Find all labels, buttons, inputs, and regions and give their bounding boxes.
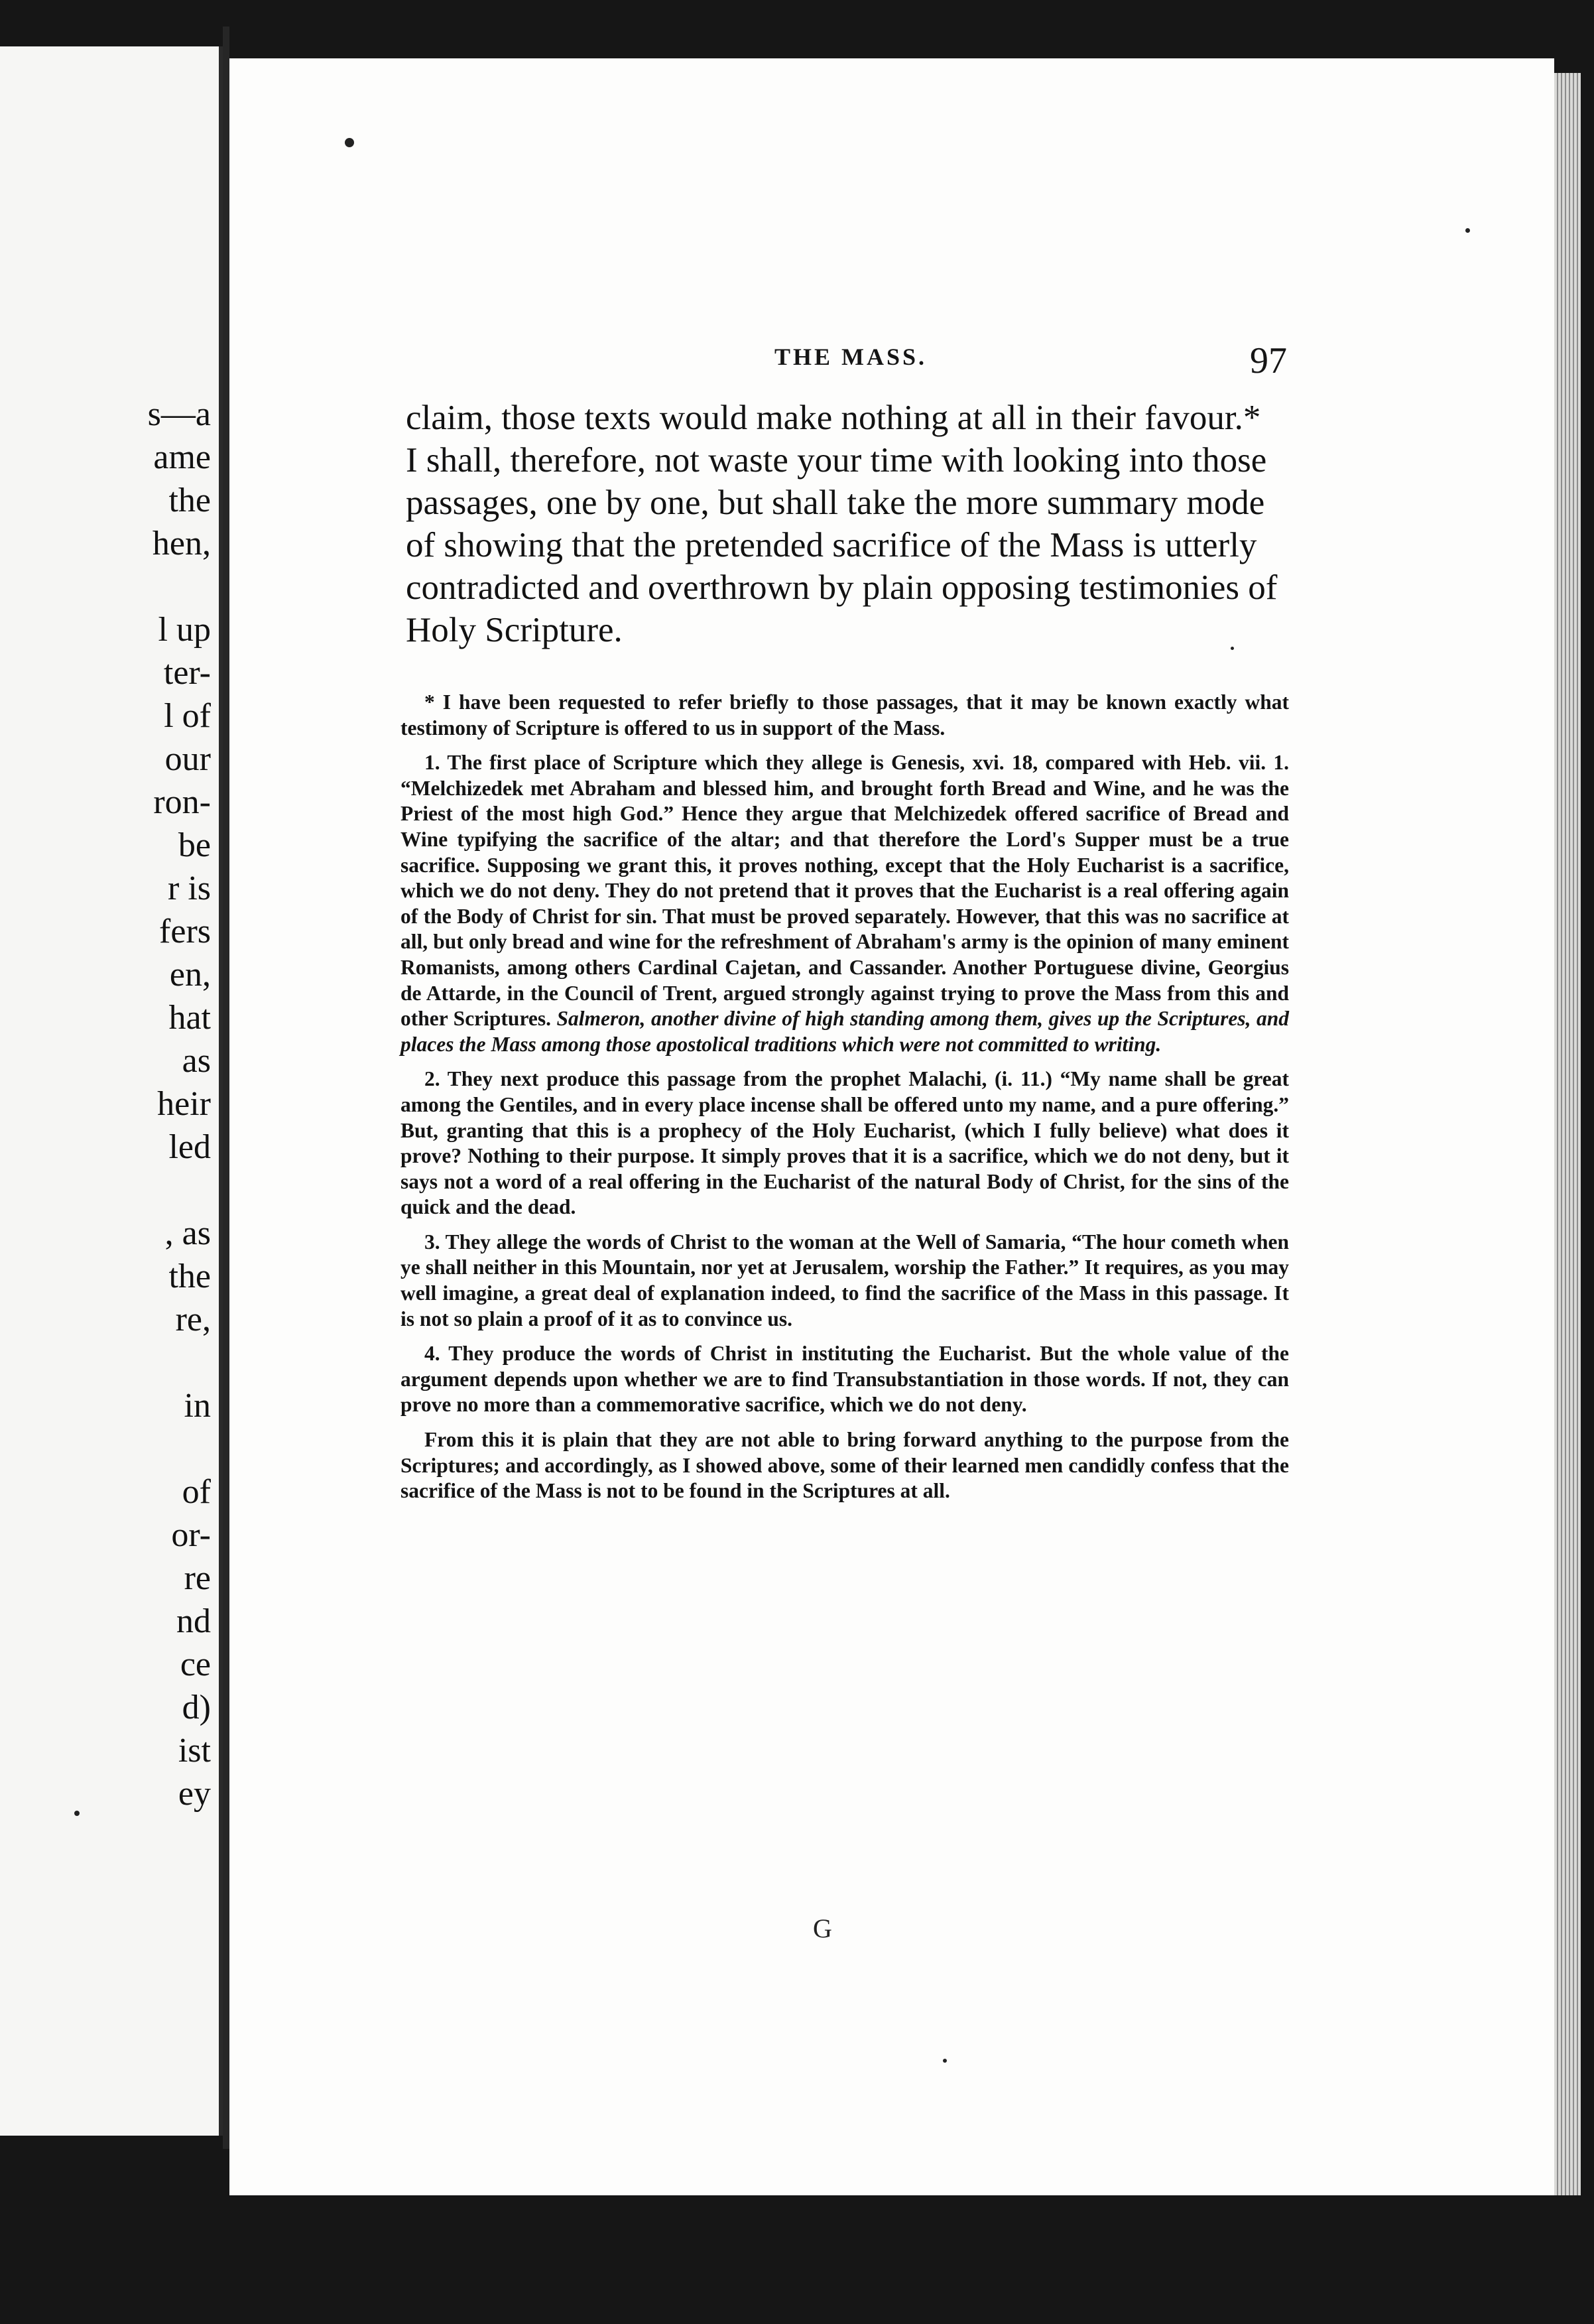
left-page-line: re	[184, 1559, 211, 1597]
footnote-text: 2. They next produce this passage from the prophet Malachi, (i. 11.) “My name shall be great among the Gentiles, and in every place incense shall be offered unto my name, and a pure offering.” But, granting that this is a prophecy of the Holy Eucharist, (which I fully believe) what does it prove? Nothing to their purpose. It simply proves that it is a sacrifice, which we do not deny, but it says not a word of a real offering in the Eucharist of the natural Body of Christ, for the sins of the quick and the dead.	[400, 1067, 1289, 1219]
left-page-line: of	[182, 1473, 211, 1511]
left-page-line: l up	[158, 611, 211, 649]
footnote-point-2	[400, 1066, 1289, 1220]
left-page-line: nd	[176, 1602, 211, 1640]
left-page-line: s—a	[147, 395, 211, 433]
text-line: I shall, therefore, not waste your time with looking into those	[406, 441, 1267, 480]
left-page-line: led	[168, 1128, 211, 1166]
footnote-text: Salmeron, another divine of high standing among them, gives up the Scriptures, and places the Mass among those apostolical traditions which were not committed to writing.	[400, 1007, 1289, 1056]
footnote-text: 1. The first place of Scripture which they allege is Genesis, xvi. 18, compared with Heb. vii. 1. “Melchizedek met Abraham and blessed him, and brought forth Bread and Wine, and he was the Priest of the most high God.” Hence they argue that Melchizedek offered sacrifice of Bread and Wine typifying the sacrifice of the altar; and that therefore the Lord's Supper must be a true sacrifice. Supposing we grant this, it proves nothing, except that the Holy Eucharist is a sacrifice, which we do not deny. They do not pretend that it proves that the Eucharist is a real offering again of the Body of Christ for sin. That must be proved separately. However, that this was no sacrifice at all, but only bread and wine for the refreshment of Abraham's army is the opinion of many eminent Romanists, among others Cardinal Cajetan, and Cassander. Another Portuguese divine, Georgius de Attarde, in the Council of Trent, argued strongly against trying to prove the Mass from this and other Scriptures.	[400, 751, 1289, 1031]
left-page-line: r is	[168, 870, 211, 907]
left-page-line: re,	[175, 1301, 211, 1338]
text-line: contradicted and overthrown by plain opposing testimonies of	[406, 568, 1278, 607]
left-page-line: as	[182, 1042, 211, 1080]
left-page-line: ey	[178, 1775, 211, 1813]
text-line: of showing that the pretended sacrifice of the Mass is utterly	[406, 526, 1257, 564]
text-line: Holy Scripture.	[406, 611, 623, 649]
text-line: passages, one by one, but shall take the more summary mode	[406, 484, 1265, 522]
left-page-line: the	[168, 1258, 211, 1295]
left-page-line: fers	[159, 913, 211, 950]
left-page-line: d)	[182, 1689, 211, 1726]
footnote-conclusion	[400, 1427, 1289, 1504]
left-page-line: ame	[153, 438, 211, 476]
left-page-line: the	[168, 482, 211, 519]
left-page-line: en,	[169, 956, 211, 994]
footnote-text: 4. They produce the words of Christ in instituting the Eucharist. But the whole value of the argument depends upon whether we are to find Transubstantiation in those words. If not, they can prove no more than a commemorative sacrifice, which we do not deny.	[400, 1342, 1289, 1417]
left-page-line: in	[184, 1387, 211, 1425]
ink-speck	[345, 138, 354, 147]
left-page-line: ron-	[153, 783, 211, 821]
signature-mark: G	[813, 1913, 832, 1943]
text-line: claim, those texts would make nothing at all in their favour.*	[406, 399, 1261, 437]
ink-speck	[1465, 228, 1470, 233]
footnote-point-4	[400, 1341, 1289, 1418]
running-head: THE MASS.	[774, 344, 928, 370]
page-edges	[1554, 73, 1581, 2195]
left-page-line: be	[178, 826, 211, 864]
left-page-line: or-	[171, 1516, 211, 1554]
book-gutter	[223, 27, 229, 2149]
left-page-line: our	[164, 740, 211, 778]
footnote-intro	[400, 690, 1289, 741]
footnote-point-1	[400, 750, 1289, 1057]
left-page-line: , as	[164, 1214, 211, 1252]
page-number: 97	[1250, 340, 1287, 381]
footnote-point-3	[400, 1230, 1289, 1332]
left-page-line: l of	[164, 697, 211, 735]
footnote-block	[400, 690, 1289, 1514]
ink-speck	[74, 1811, 80, 1816]
left-page-line: hat	[168, 999, 211, 1037]
left-page-line: hen,	[152, 525, 211, 562]
left-page-line: ce	[180, 1646, 211, 1683]
left-page-line: ist	[178, 1732, 211, 1770]
footnote-text: From this it is plain that they are not able to bring forward anything to the purpose from the Scriptures; and accordingly, as I showed above, some of their learned men candidly confess that the sacrifice of the Mass is not to be found in the Scriptures at all.	[400, 1428, 1289, 1503]
left-page-fragment	[0, 46, 223, 2136]
left-page-line: ter-	[163, 654, 211, 692]
ink-speck	[943, 2059, 947, 2063]
left-page-line: heir	[157, 1085, 211, 1123]
main-text-block	[406, 397, 1288, 651]
footnote-text: 3. They allege the words of Christ to the woman at the Well of Samaria, “The hour cometh when ye shall neither in this Mountain, nor yet at Jerusalem, worship the Father.” It requires, as you may well imagine, a great deal of explanation indeed, to find the sacrifice of the Mass in this passage. It is not so plain a proof of it as to convince us.	[400, 1230, 1289, 1330]
footnote-text: * I have been requested to refer briefly to those passages, that it may be known exactly what testimony of Scripture is offered to us in support of the Mass.	[400, 690, 1289, 740]
